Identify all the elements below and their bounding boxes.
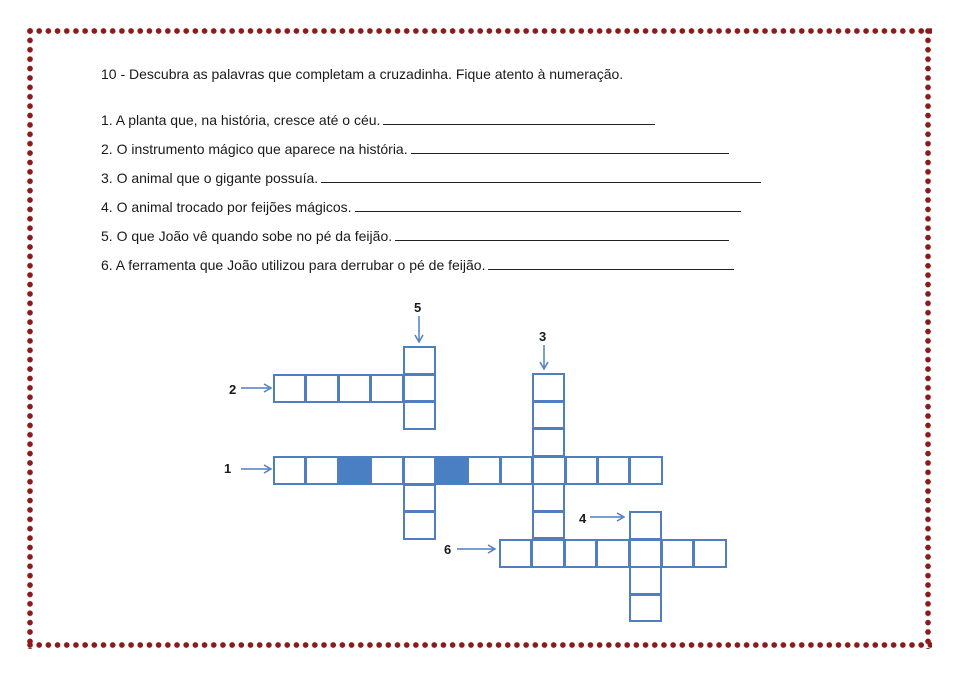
- crossword-cell-word5[interactable]: [403, 511, 436, 540]
- crossword-cell-word3[interactable]: [532, 401, 565, 430]
- clue-number-1: 1: [224, 461, 232, 476]
- crossword-cell-word1[interactable]: [467, 456, 500, 485]
- crossword-cell-word1[interactable]: [597, 456, 630, 485]
- answer-line-6[interactable]: [488, 255, 734, 270]
- crossword-cell-word2[interactable]: [338, 374, 371, 403]
- clue-number-6: 6: [444, 542, 452, 557]
- question-3: [101, 168, 761, 186]
- border-bottom: [26, 641, 932, 649]
- crossword-cell-word4[interactable]: [629, 594, 662, 623]
- crossword-cell-word5[interactable]: [403, 484, 436, 513]
- question-4: [101, 197, 741, 215]
- crossword-cell-word3[interactable]: [532, 373, 565, 402]
- crossword-cell-word2[interactable]: [370, 374, 403, 403]
- crossword-cell-word6[interactable]: [531, 539, 564, 568]
- question-1: [101, 110, 655, 128]
- answer-line-3[interactable]: [321, 168, 761, 183]
- crossword-cell-word6[interactable]: [564, 539, 597, 568]
- crossword-cell-word1[interactable]: [435, 456, 468, 485]
- crossword-cell-word1[interactable]: [532, 456, 565, 485]
- crossword-cell-word3[interactable]: [532, 428, 565, 457]
- crossword-cell-word1[interactable]: [305, 456, 338, 485]
- question-5: [101, 226, 729, 244]
- crossword-cell-word4[interactable]: [629, 511, 662, 540]
- crossword-cell-word3[interactable]: [532, 483, 565, 512]
- answer-line-2[interactable]: [411, 139, 729, 154]
- clue-number-5: 5: [414, 300, 422, 315]
- crossword-cell-word5[interactable]: [403, 401, 436, 430]
- arrow-down-icon: [412, 316, 426, 344]
- crossword-cell-word2[interactable]: [273, 374, 306, 403]
- arrow-right-icon: [590, 510, 626, 524]
- question-4-text: 4. O animal trocado por feijões mágicos.: [101, 199, 352, 215]
- arrow-right-icon: [457, 542, 497, 556]
- crossword-cell-word4[interactable]: [629, 566, 662, 595]
- crossword-cell-word3[interactable]: [532, 511, 565, 540]
- crossword-cell-word2[interactable]: [305, 374, 338, 403]
- arrow-down-icon: [537, 345, 551, 371]
- arrow-right-icon: [241, 462, 273, 476]
- crossword-cell-word1[interactable]: [629, 456, 662, 485]
- crossword-cell-word6[interactable]: [693, 539, 726, 568]
- crossword-cell-word1[interactable]: [370, 456, 403, 485]
- crossword-cell-word1[interactable]: [273, 456, 306, 485]
- border-top: [26, 27, 932, 35]
- question-5-text: 5. O que João vê quando sobe no pé da feijão.: [101, 228, 393, 244]
- crossword-cell-word1[interactable]: [500, 456, 533, 485]
- crossword-cell-word5[interactable]: [403, 374, 436, 403]
- crossword-cell-word5[interactable]: [403, 346, 436, 375]
- question-6: [101, 255, 734, 273]
- question-6-text: 6. A ferramenta que João utilizou para derrubar o pé de feijão.: [101, 257, 486, 273]
- border-right: [924, 27, 932, 649]
- arrow-right-icon: [241, 381, 273, 395]
- answer-line-4[interactable]: [355, 197, 741, 212]
- exercise-instruction: 10 - Descubra as palavras que completam a cruzadinha. Fique atento à numeração.: [101, 66, 624, 82]
- question-1-text: 1. A planta que, na história, cresce até o céu.: [101, 112, 381, 128]
- border-left: [26, 27, 34, 649]
- question-2-text: 2. O instrumento mágico que aparece na história.: [101, 141, 408, 157]
- answer-line-1[interactable]: [383, 110, 655, 125]
- question-3-text: 3. O animal que o gigante possuía.: [101, 170, 319, 186]
- clue-number-2: 2: [229, 382, 237, 397]
- crossword-cell-word6[interactable]: [499, 539, 532, 568]
- clue-number-3: 3: [539, 329, 547, 344]
- crossword-cell-word5[interactable]: [403, 456, 436, 485]
- crossword-cell-word6[interactable]: [661, 539, 694, 568]
- crossword-cell-word6[interactable]: [629, 539, 662, 568]
- crossword-cell-word1[interactable]: [338, 456, 371, 485]
- clue-number-4: 4: [579, 511, 587, 526]
- crossword-cell-word1[interactable]: [565, 456, 598, 485]
- answer-line-5[interactable]: [395, 226, 729, 241]
- crossword-cell-word6[interactable]: [596, 539, 629, 568]
- question-2: [101, 139, 729, 157]
